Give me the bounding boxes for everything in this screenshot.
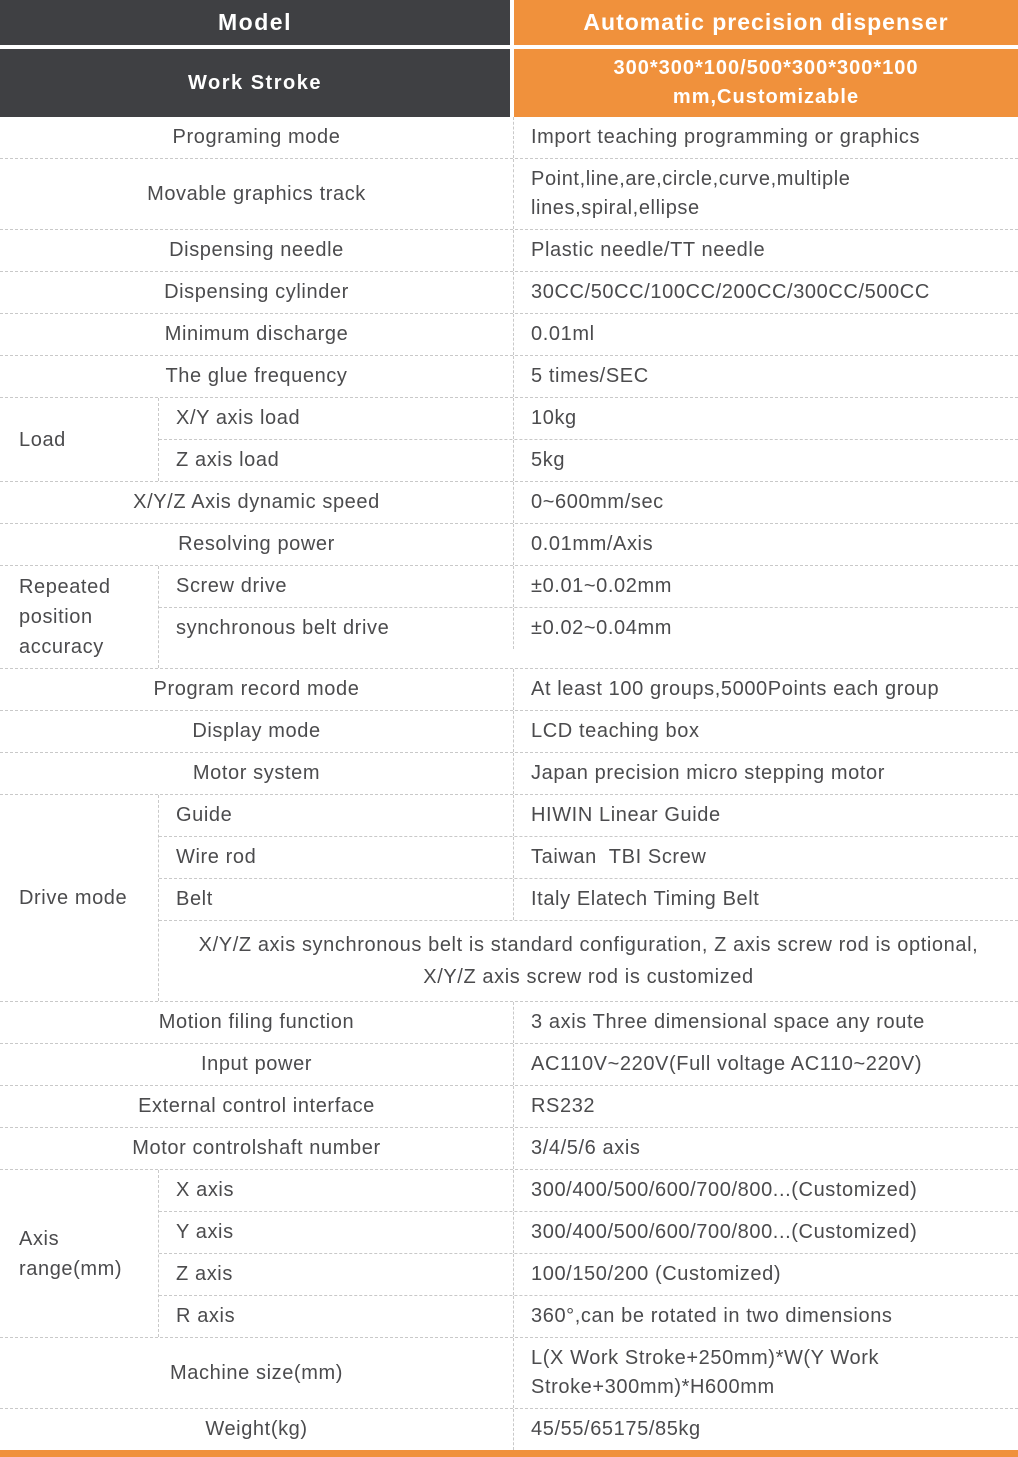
work-stroke-label: Work Stroke [0, 49, 510, 117]
spec-value: Taiwan TBI Screw [513, 837, 1018, 878]
spec-value: 5 times/SEC [513, 356, 1018, 397]
spec-label: Weight(kg) [205, 1418, 308, 1440]
spec-sub-label: Z axis load [176, 449, 280, 471]
spec-group-repeated-position-accuracy [0, 565, 1018, 668]
model-header-value: Automatic precision dispenser [514, 0, 1018, 45]
spec-value: 360°,can be rotated in two dimensions [513, 1296, 1018, 1337]
work-stroke-value-text: 300*300*100/500*300*300*100 mm,Customizable [613, 57, 919, 108]
model-header-label: Model [0, 0, 510, 45]
spec-value: 300/400/500/600/700/800...(Customized) [513, 1212, 1018, 1253]
spec-label: Dispensing needle [169, 239, 344, 261]
spec-row-xy-axis-load [159, 398, 1018, 439]
spec-row-synchronous-belt-drive [159, 607, 1018, 649]
drive-mode-note-text: X/Y/Z axis synchronous belt is standard configuration, Z axis screw rod is optional, X/Y/Z axis screw rod is customized [198, 934, 979, 988]
spec-value: ±0.01~0.02mm [513, 566, 1018, 607]
spec-group-rows [158, 398, 1018, 481]
spec-group-axis-range [0, 1169, 1018, 1337]
spec-label: The glue frequency [165, 365, 348, 387]
spec-row-z-axis-load [159, 439, 1018, 481]
spec-row-programing-mode [0, 117, 1018, 158]
spec-row-input-power [0, 1043, 1018, 1085]
spec-row-drive-mode-note [159, 920, 1018, 1001]
spec-group-label: Repeated position accuracy [19, 576, 111, 658]
spec-group-load [0, 397, 1018, 481]
spec-value: 0.01ml [513, 314, 1018, 355]
spec-row-resolving-power [0, 523, 1018, 565]
spec-value: Japan precision micro stepping motor [513, 753, 1018, 794]
spec-row-z-axis [159, 1253, 1018, 1295]
spec-value: Italy Elatech Timing Belt [513, 879, 1018, 920]
spec-row-glue-frequency [0, 355, 1018, 397]
spec-value: 45/55/65175/85kg [513, 1409, 1018, 1450]
spec-value: AC110V~220V(Full voltage AC110~220V) [513, 1044, 1018, 1085]
spec-value: Point,line,are,circle,curve,multiple lines,spiral,ellipse [513, 159, 1018, 229]
spec-row-minimum-discharge [0, 313, 1018, 355]
spec-group-rows [158, 566, 1018, 668]
spec-label: Input power [200, 1053, 313, 1075]
spec-label: X/Y/Z Axis dynamic speed [133, 491, 380, 513]
spec-value: 30CC/50CC/100CC/200CC/300CC/500CC [513, 272, 1018, 313]
spec-sub-label: Belt [176, 888, 213, 910]
spec-sub-label: synchronous belt drive [176, 617, 390, 639]
spec-group-rows [158, 795, 1018, 1001]
spec-label: External control interface [138, 1095, 375, 1117]
spec-row-program-record-mode [0, 668, 1018, 710]
spec-row-machine-size [0, 1337, 1018, 1408]
spec-group-drive-mode [0, 794, 1018, 1001]
spec-value: 0~600mm/sec [513, 482, 1018, 523]
spec-row-dynamic-speed [0, 481, 1018, 523]
spec-sub-label: X axis [176, 1179, 235, 1201]
header-row-work-stroke [0, 49, 1018, 117]
spec-row-r-axis [159, 1295, 1018, 1337]
spec-row-belt [159, 878, 1018, 920]
spec-label: Minimum discharge [164, 323, 349, 345]
spec-value: Plastic needle/TT needle [513, 230, 1018, 271]
spec-value: L(X Work Stroke+250mm)*W(Y Work Stroke+300mm)*H600mm [513, 1338, 1018, 1408]
spec-value: HIWIN Linear Guide [513, 795, 1018, 836]
spec-sub-label: R axis [176, 1305, 236, 1327]
spec-row-x-axis [159, 1170, 1018, 1211]
spec-value: RS232 [513, 1086, 1018, 1127]
spec-row-dispensing-cylinder [0, 271, 1018, 313]
spec-sub-label: Guide [176, 804, 233, 826]
spec-row-weight [0, 1408, 1018, 1450]
header-row-model [0, 0, 1018, 45]
spec-label: Display mode [192, 720, 321, 742]
spec-label: Resolving power [178, 533, 335, 555]
spec-row-motion-filing-function [0, 1001, 1018, 1043]
work-stroke-value [514, 49, 1018, 117]
spec-row-guide [159, 795, 1018, 836]
spec-sub-label: Y axis [176, 1221, 234, 1243]
spec-label: Movable graphics track [147, 182, 366, 205]
spec-row-display-mode [0, 710, 1018, 752]
spec-value: 5kg [513, 440, 1018, 481]
spec-label: Motion filing function [158, 1011, 355, 1033]
spec-row-motor-system [0, 752, 1018, 794]
spec-row-motor-controlshaft-number [0, 1127, 1018, 1169]
spec-sub-label: Wire rod [176, 846, 257, 868]
spec-label: Dispensing cylinder [164, 281, 349, 303]
spec-sub-label: Screw drive [176, 575, 288, 597]
spec-sub-label: Z axis [176, 1263, 233, 1285]
spec-row-movable-graphics-track [0, 158, 1018, 229]
spec-value: 100/150/200 (Customized) [513, 1254, 1018, 1295]
spec-value: At least 100 groups,5000Points each group [513, 669, 1018, 710]
spec-row-y-axis [159, 1211, 1018, 1253]
spec-group-rows [158, 1170, 1018, 1337]
spec-value: 0.01mm/Axis [513, 524, 1018, 565]
spec-value: 3/4/5/6 axis [513, 1128, 1018, 1169]
spec-row-screw-drive [159, 566, 1018, 607]
bottom-accent-bar [0, 1450, 1018, 1457]
spec-label: Motor controlshaft number [132, 1137, 381, 1159]
spec-body [0, 117, 1018, 1450]
spec-row-wire-rod [159, 836, 1018, 878]
spec-value: 3 axis Three dimensional space any route [513, 1002, 1018, 1043]
spec-row-dispensing-needle [0, 229, 1018, 271]
spec-value: Import teaching programming or graphics [513, 117, 1018, 158]
spec-group-label: Drive mode [19, 887, 128, 909]
spec-label: Program record mode [153, 678, 360, 700]
spec-group-label: Load [19, 428, 66, 451]
spec-value: LCD teaching box [513, 711, 1018, 752]
spec-sub-label: X/Y axis load [176, 407, 301, 429]
spec-value: ±0.02~0.04mm [513, 608, 1018, 649]
spec-label: Machine size(mm) [170, 1361, 343, 1384]
spec-label: Programing mode [172, 126, 341, 148]
spec-row-external-control-interface [0, 1085, 1018, 1127]
spec-value: 10kg [513, 398, 1018, 439]
spec-group-label: Axis range(mm) [19, 1227, 123, 1280]
spec-value: 300/400/500/600/700/800...(Customized) [513, 1170, 1018, 1211]
spec-label: Motor system [192, 762, 321, 784]
